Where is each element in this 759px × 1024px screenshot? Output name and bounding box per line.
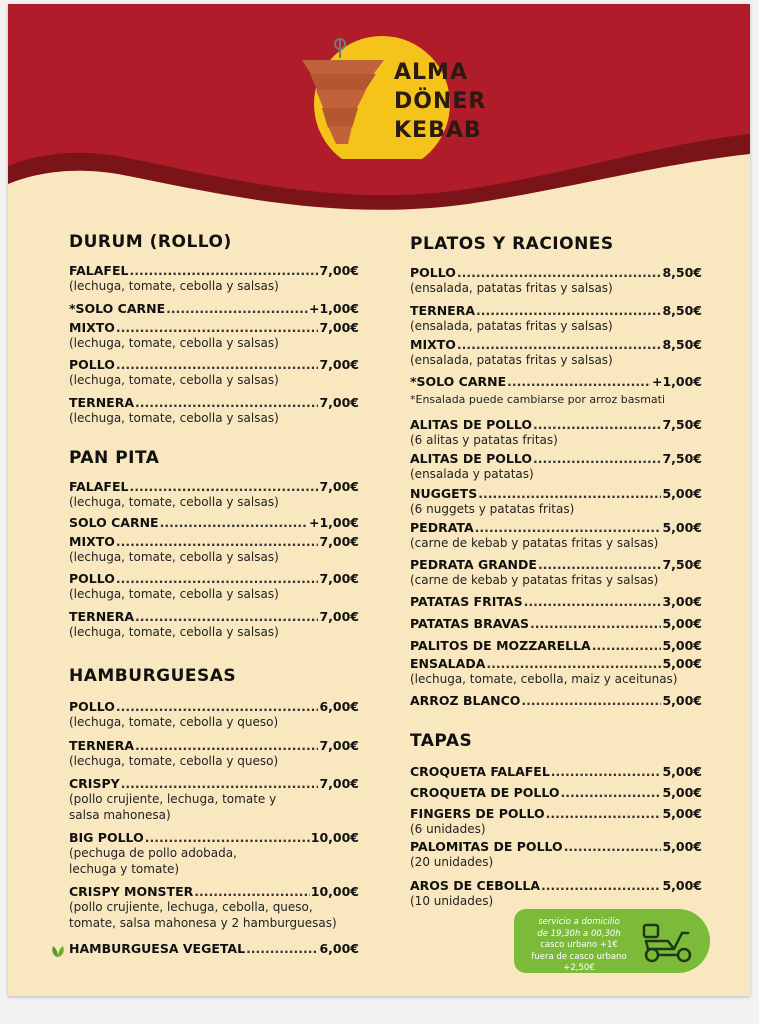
item-price: 7,00€ [319, 737, 359, 753]
item-price: 8,50€ [662, 302, 702, 318]
menu-item [410, 302, 702, 335]
brand-name [394, 58, 486, 145]
menu-item [410, 615, 702, 632]
menu-item [410, 692, 702, 709]
item-desc: (pollo crujiente, lechuga, tomate y salsa mahonesa) [69, 792, 277, 822]
item-price: 5,00€ [662, 877, 702, 893]
item-price: 10,00€ [310, 884, 359, 899]
item-price: 5,00€ [662, 763, 702, 779]
item-desc: (ensalada, patatas fritas y salsas) [410, 353, 613, 367]
menu-item [69, 775, 359, 823]
item-name: HAMBURGUESA VEGETAL [69, 941, 246, 956]
item-desc: (carne de kebab y patatas fritas y salsas) [410, 536, 659, 550]
item-desc: (lechuga, tomate, cebolla y queso) [69, 753, 279, 768]
item-desc: (6 alitas y patatas fritas) [410, 432, 558, 447]
item-desc: (lechuga, tomate, cebolla y queso) [69, 715, 279, 729]
delivery-line-3: casco urbano +1€ [540, 940, 618, 950]
menu-item [410, 655, 702, 688]
item-price: 7,00€ [319, 394, 359, 410]
item-price: 7,00€ [319, 479, 359, 494]
menu-item [410, 485, 702, 518]
delivery-line-1: servicio a domicilio [538, 917, 620, 927]
item-name: NUGGETS [410, 485, 478, 501]
item-price: 5,00€ [662, 520, 702, 535]
item-name: PALOMITAS DE POLLO [410, 839, 563, 854]
item-price: 7,50€ [662, 556, 702, 572]
menu-item [410, 336, 702, 369]
menu-item [410, 264, 702, 297]
menu-item [69, 608, 359, 641]
item-price: 5,00€ [662, 616, 702, 631]
item-price: 7,00€ [319, 319, 359, 335]
item-price: 6,00€ [319, 941, 359, 956]
item-name: PEDRATA GRANDE [410, 556, 537, 572]
item-desc: (ensalada, patatas fritas y salsas) [410, 281, 613, 295]
menu-item [69, 737, 359, 770]
section-title-burgers: HAMBURGUESAS [69, 666, 237, 686]
menu-item [410, 450, 702, 483]
item-price: 7,00€ [319, 608, 359, 624]
brand-line-1: ALMA [394, 60, 468, 85]
item-desc: (lechuga, tomate, cebolla y salsas) [69, 624, 279, 639]
section-title-durum: DURUM (ROLLO) [69, 232, 232, 252]
item-price: 5,00€ [662, 638, 702, 653]
item-name: FINGERS DE POLLO [410, 805, 545, 821]
right-column [410, 234, 702, 909]
item-price: 5,00€ [662, 692, 702, 708]
menu-item [410, 637, 702, 654]
item-desc: (carne de kebab y patatas fritas y salsas) [410, 572, 659, 587]
item-price: 5,00€ [662, 805, 702, 821]
item-price: 7,00€ [319, 533, 359, 549]
item-name: TERNERA [410, 302, 475, 318]
item-name: PATATAS BRAVAS [410, 616, 530, 631]
menu-page [8, 4, 750, 996]
item-name: MIXTO [69, 533, 115, 549]
menu-item [410, 763, 702, 780]
item-name: AROS DE CEBOLLA [410, 877, 541, 893]
menu-item [69, 533, 359, 566]
menu-item [69, 394, 359, 427]
item-price: 7,00€ [319, 571, 359, 586]
item-price: 7,00€ [319, 263, 359, 278]
item-desc: (lechuga, tomate, cebolla y salsas) [69, 279, 279, 293]
item-name: PEDRATA [410, 520, 474, 535]
item-name: BIG POLLO [69, 830, 144, 845]
item-desc: (ensalada, patatas fritas y salsas) [410, 318, 613, 333]
menu-item [69, 356, 359, 389]
item-price: 7,00€ [319, 357, 359, 372]
menu-item [69, 514, 359, 531]
item-name: FALAFEL [69, 263, 129, 278]
item-price: +1,00€ [651, 373, 702, 389]
item-price: 5,00€ [662, 839, 702, 854]
item-price: 7,00€ [319, 776, 359, 791]
menu-item [69, 698, 359, 731]
item-name: TERNERA [69, 394, 134, 410]
item-name: ARROZ BLANCO [410, 692, 521, 708]
menu-item [410, 519, 702, 552]
section-title-platos: PLATOS Y RACIONES [410, 234, 614, 254]
menu-item [69, 570, 359, 603]
item-name: CROQUETA DE POLLO [410, 784, 560, 800]
brand-line-3: KEBAB [394, 118, 482, 143]
item-desc: (lechuga, tomate, cebolla y salsas) [69, 373, 279, 387]
menu-item [69, 319, 359, 352]
item-name: PATATAS FRITAS [410, 594, 523, 609]
item-name: PALITOS DE MOZZARELLA [410, 638, 591, 653]
item-desc: (6 unidades) [410, 821, 486, 836]
item-desc: (20 unidades) [410, 855, 494, 869]
item-desc: (6 nuggets y patatas fritas) [410, 501, 575, 516]
menu-item [410, 838, 702, 871]
item-price: 7,50€ [662, 451, 702, 466]
section-title-pita: PAN PITA [69, 448, 160, 468]
item-name: FALAFEL [69, 479, 129, 494]
delivery-badge [514, 909, 710, 973]
menu-item [410, 784, 702, 801]
item-name: TERNERA [69, 608, 134, 624]
item-name: POLLO [69, 357, 115, 372]
item-desc: (pechuga de pollo adobada, lechuga y tomate) [69, 846, 237, 876]
menu-item [69, 262, 359, 295]
menu-item [410, 805, 702, 838]
item-price: 6,00€ [319, 699, 359, 714]
item-name: CROQUETA FALAFEL [410, 763, 550, 779]
item-name: *SOLO CARNE [69, 300, 166, 316]
item-price: +1,00€ [308, 514, 359, 530]
delivery-line-2: de 19,30h a 00,30h [537, 928, 621, 939]
vegan-leaf-icon [50, 943, 66, 959]
item-desc: (lechuga, tomate, cebolla y salsas) [69, 335, 279, 350]
item-name: POLLO [410, 265, 456, 280]
menu-item [410, 877, 702, 910]
brand-line-2: DÖNER [394, 89, 487, 114]
item-price: 8,50€ [662, 337, 702, 352]
left-column [69, 232, 359, 931]
menu-item [410, 416, 702, 449]
scooter-icon [640, 919, 696, 965]
delivery-line-4: fuera de casco urbano +2,50€ [531, 951, 627, 973]
item-name: MIXTO [69, 319, 115, 335]
item-desc: (lechuga, tomate, cebolla y salsas) [69, 549, 279, 564]
item-desc: (lechuga, tomate, cebolla y salsas) [69, 587, 279, 601]
menu-item [410, 593, 702, 610]
item-name: TERNERA [69, 737, 134, 753]
section-title-tapas: TAPAS [410, 730, 473, 751]
item-desc: (10 unidades) [410, 893, 494, 908]
menu-item [69, 300, 359, 317]
item-price: 7,50€ [662, 416, 702, 432]
item-name: CRISPY MONSTER [69, 884, 194, 899]
delivery-info [520, 917, 638, 975]
item-name: MIXTO [410, 337, 456, 352]
item-price: 3,00€ [662, 594, 702, 609]
menu-item [410, 373, 702, 390]
item-desc: (lechuga, tomate, cebolla y salsas) [69, 495, 279, 509]
item-desc: (lechuga, tomate, cebolla y salsas) [69, 410, 279, 425]
item-desc: (ensalada y patatas) [410, 467, 534, 481]
item-price: 8,50€ [662, 265, 702, 280]
item-name: ALITAS DE POLLO [410, 416, 533, 432]
item-desc: (pollo crujiente, lechuga, cebolla, queso, tomate, salsa mahonesa y 2 hamburguesas) [69, 900, 337, 930]
menu-item [410, 556, 702, 589]
item-price: +1,00€ [308, 300, 359, 316]
menu-item [69, 829, 359, 877]
basmati-note: *Ensalada puede cambiarse por arroz basmati [410, 392, 666, 406]
menu-item [69, 883, 359, 931]
item-name: *SOLO CARNE [410, 373, 507, 389]
item-name: ENSALADA [410, 656, 486, 671]
item-desc: (lechuga, tomate, cebolla, maiz y aceitunas) [410, 672, 678, 686]
item-price: 10,00€ [310, 830, 359, 845]
item-price: 5,00€ [662, 485, 702, 501]
menu-item [69, 478, 359, 511]
item-name: SOLO CARNE [69, 514, 159, 530]
item-name: POLLO [69, 571, 115, 586]
item-price: 5,00€ [662, 784, 702, 800]
menu-item-veggie [69, 940, 359, 957]
item-name: ALITAS DE POLLO [410, 451, 533, 466]
item-name: CRISPY [69, 776, 120, 791]
item-price: 5,00€ [662, 656, 702, 671]
item-name: POLLO [69, 699, 115, 714]
